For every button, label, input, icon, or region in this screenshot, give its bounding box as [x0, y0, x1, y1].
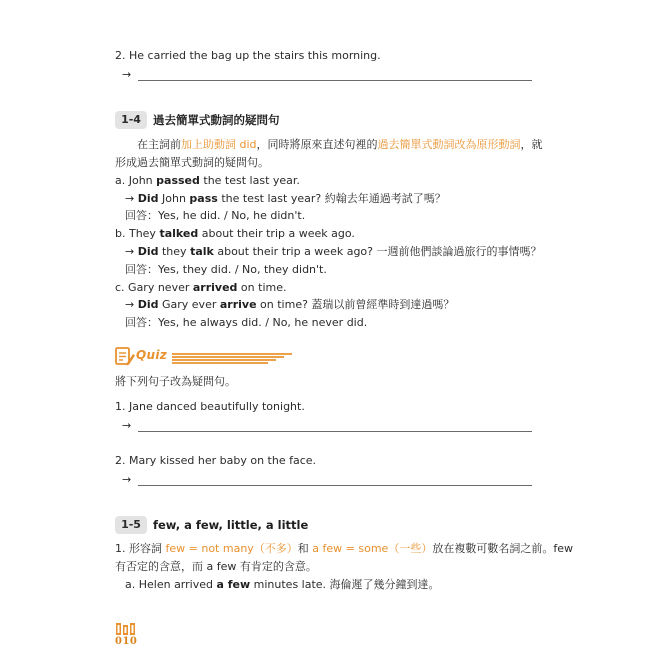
example-sentence — [115, 227, 355, 241]
section-title: few, a few, little, a little — [153, 518, 309, 532]
arrow-icon: → — [125, 245, 138, 258]
arrow-icon: → — [122, 473, 132, 486]
quiz-stripes — [172, 351, 292, 365]
bold-verb: arrived — [192, 281, 238, 294]
arrow-icon: → — [122, 68, 132, 81]
bold-did: Did — [137, 298, 159, 311]
example-sentence — [125, 578, 440, 592]
arrow-icon: → — [125, 192, 138, 205]
rule-text: 放在複數可數名詞之前。few — [432, 542, 573, 555]
question-text: Gary ever — [158, 298, 220, 311]
example-text: c. Gary never — [115, 281, 193, 294]
intro-text: ，同時將原來直述句裡的 — [256, 138, 378, 151]
section-number-badge: 1-5 — [115, 516, 147, 534]
section-number-badge: 1-4 — [115, 111, 147, 129]
example-text: on time. — [237, 281, 287, 294]
question-text: they — [158, 245, 191, 258]
example-question — [125, 192, 446, 206]
arrow-icon: → — [122, 419, 132, 432]
question-text: on time? 蓋瑞以前曾經準時到達過嗎？ — [256, 298, 455, 311]
intro-line-1 — [137, 138, 543, 152]
rule-text: 1. 形容詞 — [115, 542, 166, 555]
arrow-icon: → — [125, 298, 138, 311]
book-logo-icon — [115, 622, 137, 636]
bold-did: Did — [137, 245, 159, 258]
bold-phrase: a few — [216, 578, 251, 591]
highlight-text: few = not many（不多） — [165, 542, 298, 555]
example-text: minutes late. 海倫遲了幾分鐘到達。 — [250, 578, 440, 591]
page-footer — [115, 622, 145, 650]
answer-rule — [138, 485, 532, 486]
answer-rule — [138, 431, 532, 432]
highlight-text: 過去簡單式動詞改為原形動詞 — [377, 138, 521, 151]
quiz-label: Quiz — [136, 348, 168, 362]
example-answer: 回答：Yes, he did. / No, he didn't. — [125, 209, 306, 222]
highlight-text: 加上助動詞 did — [181, 138, 257, 151]
rule-line-2: 有否定的含意，而 a few 有肯定的含意。 — [115, 560, 317, 573]
example-sentence — [115, 174, 300, 188]
pencil-notepad-icon — [114, 345, 136, 367]
rule-line-1 — [115, 542, 573, 556]
page-number: 010 — [115, 636, 138, 647]
intro-text: ，就 — [520, 138, 543, 151]
bold-verb: pass — [189, 192, 218, 205]
bold-verb: talk — [190, 245, 214, 258]
example-text: the test last year. — [199, 174, 300, 187]
example-text: about their trip a week ago. — [198, 227, 355, 240]
example-question — [125, 245, 542, 259]
answer-line[interactable] — [122, 419, 532, 433]
answer-rule — [138, 80, 532, 81]
question-text: John — [158, 192, 190, 205]
bold-verb: passed — [156, 174, 200, 187]
example-text: a. John — [115, 174, 157, 187]
bold-did: Did — [137, 192, 159, 205]
answer-line[interactable] — [122, 68, 532, 82]
answer-line[interactable] — [122, 473, 532, 487]
bold-verb: arrive — [219, 298, 257, 311]
example-text: a. Helen arrived — [125, 578, 217, 591]
quiz-item: 1. Jane danced beautifully tonight. — [115, 400, 305, 413]
example-sentence — [115, 281, 286, 295]
intro-line-2: 形成過去簡單式動詞的疑問句。 — [115, 156, 269, 169]
section-title: 過去簡單式動詞的疑問句 — [153, 113, 280, 127]
bold-verb: talked — [159, 227, 199, 240]
example-text: b. They — [115, 227, 160, 240]
intro-text: 在主詞前 — [137, 138, 181, 151]
quiz-item: 2. Mary kissed her baby on the face. — [115, 454, 317, 467]
question-text: the test last year? 約翰去年通過考試了嗎？ — [217, 192, 446, 205]
rule-text: 和 — [297, 542, 313, 555]
quiz-header — [114, 345, 294, 367]
example-question — [125, 298, 454, 312]
highlight-text: a few = some（一些） — [312, 542, 433, 555]
example-answer: 回答：Yes, he always did. / No, he never did. — [125, 316, 368, 329]
example-answer: 回答：Yes, they did. / No, they didn't. — [125, 263, 327, 276]
question-text: about their trip a week ago? 一週前他們談論過旅行的事情嗎？ — [213, 245, 542, 258]
exercise-sentence: 2. He carried the bag up the stairs this morning. — [115, 49, 381, 62]
quiz-instruction: 將下列句子改為疑問句。 — [115, 375, 236, 388]
